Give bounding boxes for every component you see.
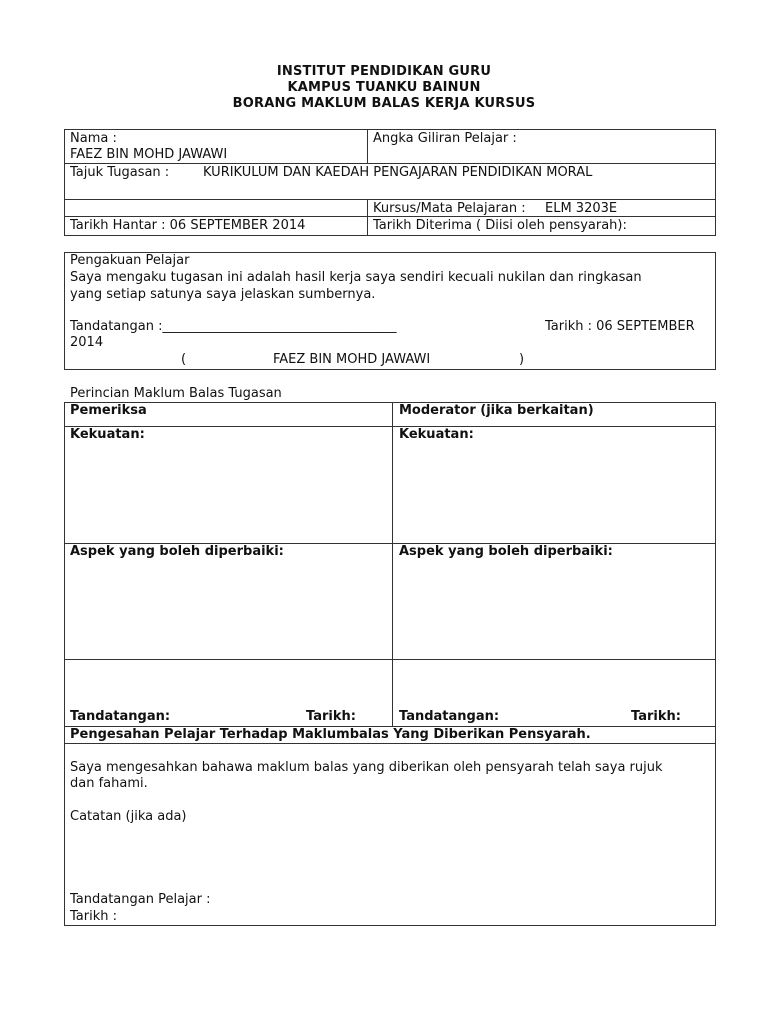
catatan-label: Catatan (jika ada) [70,809,187,824]
feedback-row-line-3 [64,659,716,660]
pemeriksa-header: Pemeriksa [70,403,147,418]
feedback-col-divider [392,402,393,727]
info-row-line-1 [64,163,716,164]
declaration-date: Tarikh : 06 SEPTEMBER [545,319,695,334]
confirmation-title: Pengesahan Pelajar Terhadap Maklumbalas Yang Diberikan Pensyarah. [70,727,591,742]
nama-value: FAEZ BIN MOHD JAWAWI [70,147,228,162]
confirmation-text-1: Saya mengesahkan bahawa maklum balas yang diberikan oleh pensyarah telah saya rujuk [70,760,663,775]
campus-title: KAMPUS TUANKU BAINUN [287,80,481,95]
tandatangan-left: Tandatangan: [70,709,171,724]
nama-label: Nama : [70,131,117,146]
info-divider-top [367,129,368,163]
info-divider-bottom [367,199,368,236]
angka-giliran-label: Angka Giliran Pelajar : [373,131,517,146]
tarikh-diterima: Tarikh Diterima ( Diisi oleh pensyarah): [373,218,627,233]
declaration-paren-open: ( [181,352,187,367]
tandatangan-right: Tandatangan: [399,709,500,724]
confirmation-title-line [64,743,716,744]
kekuatan-right: Kekuatan: [399,427,474,442]
aspek-left: Aspek yang boleh diperbaiki: [70,544,284,559]
declaration-title: Pengakuan Pelajar [70,253,190,268]
feedback-table [64,402,716,727]
student-date-label: Tarikh : [70,909,117,924]
tajuk-label: Tajuk Tugasan : [70,165,170,180]
kekuatan-left: Kekuatan: [70,427,145,442]
declaration-paren-close: ) [519,352,525,367]
tajuk-value: KURIKULUM DAN KAEDAH PENGAJARAN PENDIDIKAN MORAL [203,165,593,180]
moderator-header: Moderator (jika berkaitan) [399,403,594,418]
feedback-row-line-1 [64,426,716,427]
confirmation-text-2: dan fahami. [70,776,148,791]
feedback-section-title: Perincian Maklum Balas Tugasan [70,386,282,401]
student-signature-label: Tandatangan Pelajar : [70,892,211,907]
declaration-student-name: FAEZ BIN MOHD JAWAWI [273,352,431,367]
declaration-text-1: Saya mengaku tugasan ini adalah hasil kerja saya sendiri kecuali nukilan dan ringkasan [70,270,642,285]
institute-title: INSTITUT PENDIDIKAN GURU [276,64,492,79]
declaration-signature: Tandatangan :____________________________________ [70,319,397,334]
tarikh-left: Tarikh: [306,709,356,724]
tarikh-right: Tarikh: [631,709,681,724]
kursus-label: Kursus/Mata Pelajaran : [373,201,526,216]
declaration-year: 2014 [70,335,104,350]
declaration-text-2: yang setiap satunya saya jelaskan sumbernya. [70,287,376,302]
kursus-value: ELM 3203E [545,201,618,216]
info-row-line-2 [64,199,716,200]
aspek-right: Aspek yang boleh diperbaiki: [399,544,613,559]
form-title: BORANG MAKLUM BALAS KERJA KURSUS [232,96,536,111]
tarikh-hantar: Tarikh Hantar : 06 SEPTEMBER 2014 [70,218,306,233]
